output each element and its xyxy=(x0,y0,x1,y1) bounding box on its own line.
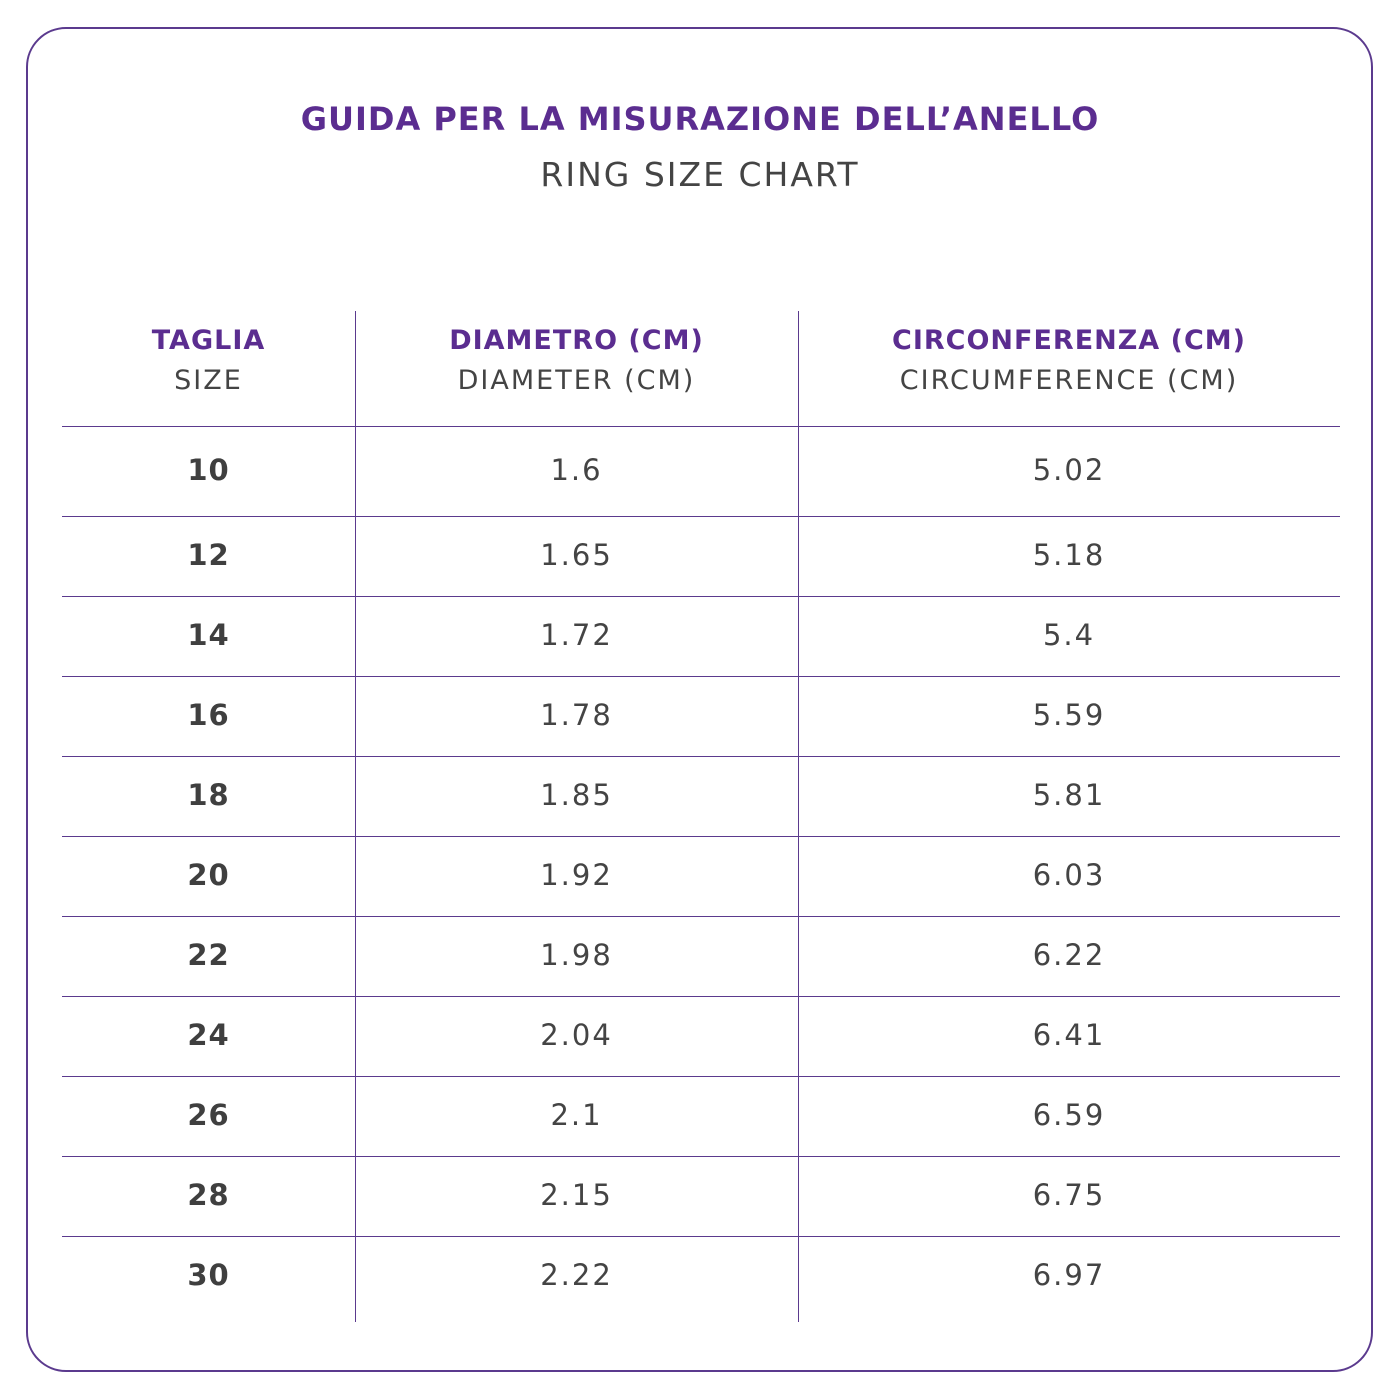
size-cell: 12 xyxy=(187,538,230,572)
size-cell: 14 xyxy=(187,618,230,652)
row-divider xyxy=(62,916,1340,917)
row-divider xyxy=(62,516,1340,517)
diameter-cell: 2.15 xyxy=(540,1178,613,1212)
row-divider xyxy=(62,756,1340,757)
diameter-cell: 2.1 xyxy=(550,1098,603,1132)
diameter-cell: 1.6 xyxy=(550,453,603,487)
page-title: GUIDA PER LA MISURAZIONE DELL’ANELLO xyxy=(300,100,1100,138)
size-cell: 16 xyxy=(187,698,230,732)
circumference-cell: 5.02 xyxy=(1032,453,1106,487)
header-size-it: TAGLIA xyxy=(151,325,266,356)
header-circumference-it: CIRCONFERENZA (CM) xyxy=(892,325,1246,356)
size-cell: 30 xyxy=(187,1258,230,1292)
size-cell: 10 xyxy=(187,453,230,487)
circumference-cell: 6.75 xyxy=(1032,1178,1106,1212)
row-divider xyxy=(62,596,1340,597)
header-diameter-en: DIAMETER (CM) xyxy=(457,365,696,396)
row-divider xyxy=(62,836,1340,837)
circumference-cell: 5.18 xyxy=(1032,538,1106,572)
size-cell: 26 xyxy=(187,1098,230,1132)
header-diameter-it: DIAMETRO (CM) xyxy=(449,325,704,356)
size-cell: 22 xyxy=(187,938,230,972)
diameter-cell: 1.72 xyxy=(540,618,613,652)
size-cell: 28 xyxy=(187,1178,230,1212)
circumference-cell: 6.03 xyxy=(1032,858,1106,892)
diameter-cell: 1.92 xyxy=(540,858,613,892)
circumference-cell: 5.4 xyxy=(1042,618,1096,652)
diameter-cell: 2.04 xyxy=(540,1018,613,1052)
row-divider xyxy=(62,1076,1340,1077)
size-cell: 20 xyxy=(187,858,230,892)
row-divider xyxy=(62,1156,1340,1157)
diameter-cell: 2.22 xyxy=(540,1258,613,1292)
circumference-cell: 6.41 xyxy=(1032,1018,1106,1052)
diameter-cell: 1.78 xyxy=(540,698,613,732)
circumference-cell: 6.97 xyxy=(1032,1258,1106,1292)
row-divider xyxy=(62,676,1340,677)
circumference-cell: 6.22 xyxy=(1032,938,1106,972)
size-cell: 18 xyxy=(187,778,230,812)
row-divider xyxy=(62,996,1340,997)
circumference-cell: 5.59 xyxy=(1032,698,1106,732)
page-subtitle: RING SIZE CHART xyxy=(540,155,860,194)
circumference-cell: 6.59 xyxy=(1032,1098,1106,1132)
header-size-en: SIZE xyxy=(174,365,243,396)
size-cell: 24 xyxy=(187,1018,230,1052)
header-circumference-en: CIRCUMFERENCE (CM) xyxy=(899,365,1239,396)
circumference-cell: 5.81 xyxy=(1032,778,1106,812)
diameter-cell: 1.85 xyxy=(540,778,613,812)
row-divider xyxy=(62,1236,1340,1237)
row-divider xyxy=(62,426,1340,427)
diameter-cell: 1.65 xyxy=(540,538,613,572)
diameter-cell: 1.98 xyxy=(540,938,613,972)
